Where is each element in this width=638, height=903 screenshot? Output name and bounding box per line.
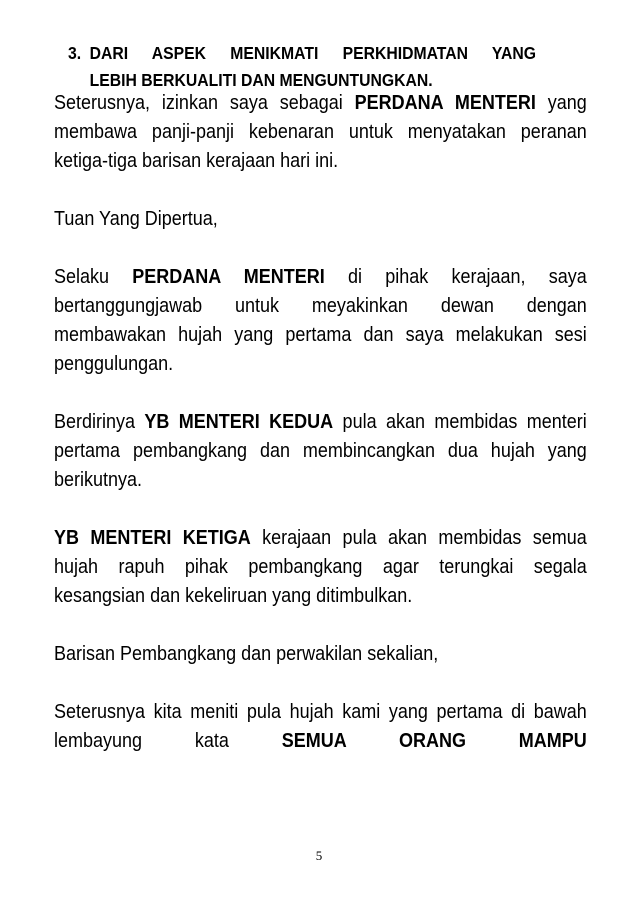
paragraph — [54, 640, 587, 669]
bold-text: YB MENTERI KEDUA — [144, 411, 334, 433]
heading-number: 3. — [68, 43, 82, 63]
text-segment: Barisan Pembangkang dan perwakilan sekalian, — [54, 643, 439, 665]
paragraph — [54, 263, 587, 379]
text-segment: di pihak kerajaan, saya bertanggungjawab untuk meyakinkan dewan dengan membawakan hujah yang pertama dan saya melakukan sesi penggulungan. — [54, 266, 587, 375]
text-segment: kerajaan pula akan membidas semua hujah rapuh pihak pembangkang agar terungkai segala kesangsian dan kekeliruan yang ditimbulkan. — [54, 527, 587, 607]
text-segment: pula akan membidas menteri pertama pembangkang dan membincangkan dua hujah yang berikutnya. — [54, 411, 587, 491]
bold-text: PERDANA MENTERI — [354, 92, 536, 114]
body-text — [54, 89, 587, 756]
heading-line-1: DARI ASPEK MENIKMATI PERKHIDMATAN YANG — [89, 43, 536, 63]
heading-line-2: LEBIH BERKUALITI DAN MENGUNTUNGKAN. — [89, 70, 433, 90]
text-segment: Selaku — [54, 266, 133, 288]
paragraph — [54, 205, 587, 234]
paragraph — [54, 524, 587, 611]
paragraph — [54, 698, 587, 756]
paragraph — [54, 408, 587, 495]
text-segment: Tuan Yang Dipertua, — [54, 208, 218, 230]
section-heading — [68, 40, 536, 94]
text-segment: yang membawa panji-panji kebenaran untuk menyatakan peranan ketiga-tiga barisan kerajaan hari ini. — [54, 92, 587, 172]
bold-text: SEMUA ORANG MAMPU — [281, 730, 587, 752]
text-segment: Seterusnya kita meniti pula hujah kami yang pertama di bawah lembayung kata — [54, 701, 587, 752]
text-segment: Seterusnya, izinkan saya sebagai — [54, 92, 355, 114]
text-segment: Berdirinya — [54, 411, 145, 433]
paragraph — [54, 89, 587, 176]
page-number: 5 — [315, 848, 323, 863]
bold-text: PERDANA MENTERI — [132, 266, 325, 288]
bold-text: YB MENTERI KETIGA — [54, 527, 251, 549]
